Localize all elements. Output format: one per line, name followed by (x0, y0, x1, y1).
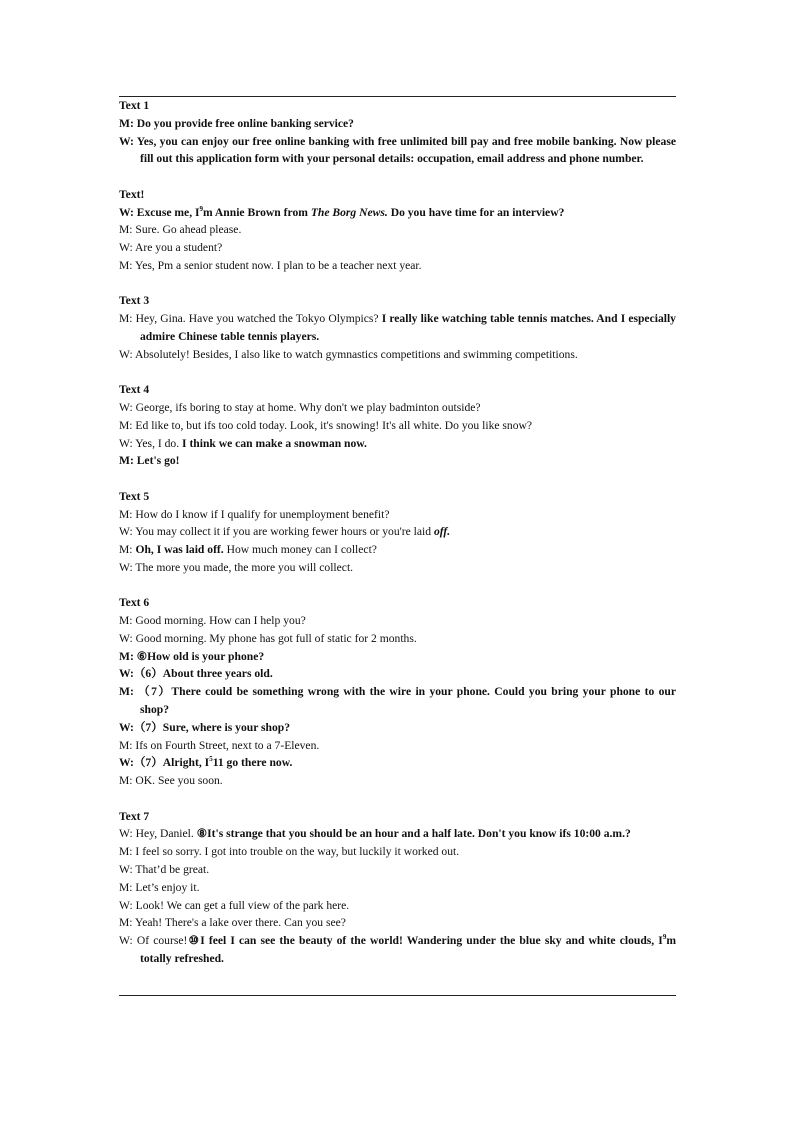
dialogue-section (119, 808, 676, 968)
text-run: M: Ifs on Fourth Street, next to a 7-Eleven. (119, 738, 320, 752)
dialogue-line (119, 737, 676, 755)
text-run: M: （7）There could be something wrong with the wire in your phone. Could you bring your phone to our shop? (119, 685, 676, 717)
text-run: M: I feel so sorry. I got into trouble on the way, but luckily it worked out. (119, 845, 460, 859)
text-run: M: Hey, Gina. Have you watched the Tokyo Olympics? (119, 312, 382, 326)
section-title: Text 6 (119, 596, 150, 610)
dialogue-line (119, 772, 676, 790)
text-run: W:（6）About three years old. (119, 667, 273, 681)
text-run: ⑩I feel I can see the beauty of the world! Wandering under the blue sky and white clouds, I (187, 934, 663, 948)
dialogue-line (119, 115, 676, 133)
section-title: Text 4 (119, 383, 150, 397)
text-run: W: Yes, you can enjoy our free online banking with free unlimited bill pay and free mobile banking. Now please fill out this application form with your personal details: occupation, email address and phone number. (119, 134, 676, 166)
text-run: m Annie Brown from (203, 205, 311, 219)
dialogue-line (119, 879, 676, 897)
document-body (119, 97, 676, 985)
text-run: W: Good morning. My phone has got full of static for 2 months. (119, 631, 417, 645)
text-run: W: You may collect it if you are working fewer hours or you're laid (119, 525, 434, 539)
text-run: The Borg News. (310, 205, 388, 219)
section-title: Text 1 (119, 99, 150, 112)
text-run: Oh, I was laid off. (135, 543, 224, 557)
text-run: M: (119, 543, 136, 557)
dialogue-line (119, 452, 676, 470)
dialogue-line (119, 825, 676, 843)
dialogue-line (119, 897, 676, 915)
text-run: W:（7）Sure, where is your shop? (119, 720, 291, 734)
text-run: I really like watching table tennis matches. And I especially admire Chinese table tennis players. (140, 312, 676, 343)
text-run: W: Excuse me, I (119, 205, 200, 219)
text-run: M: ⑥How old is your phone? (119, 649, 265, 663)
text-run: M: Good morning. How can I help you? (119, 614, 306, 628)
text-run: How much money can I collect? (223, 543, 377, 557)
text-run: Do you have time for an interview? (387, 205, 565, 219)
dialogue-section (119, 186, 676, 275)
dialogue-section (119, 594, 676, 790)
dialogue-line (119, 257, 676, 275)
dialogue-line (119, 399, 676, 417)
text-run: M: Yes, Pm a senior student now. I plan to be a teacher next year. (119, 258, 422, 272)
dialogue-section (119, 97, 676, 168)
superscript: 5 (209, 755, 213, 764)
text-run: M: Let’s enjoy it. (119, 880, 200, 894)
dialogue-line (119, 310, 676, 346)
text-run: M: Sure. Go ahead please. (119, 223, 242, 237)
text-run: off. (433, 525, 451, 539)
text-run: m totally refreshed. (140, 934, 676, 966)
text-run: W: Hey, Daniel. (119, 827, 197, 841)
text-run: W: Absolutely! Besides, I also like to watch gymnastics competitions and swimming competitions. (119, 347, 578, 361)
dialogue-line (119, 559, 676, 577)
dialogue-line (119, 719, 676, 737)
dialogue-line (119, 648, 676, 666)
dialogue-line (119, 683, 676, 719)
dialogue-line (119, 754, 676, 772)
text-run: M: Yeah! There's a lake over there. Can you see? (119, 916, 346, 930)
text-run: 11 go there now. (212, 756, 293, 770)
dialogue-line (119, 541, 676, 559)
text-run: W: Yes, I do. (119, 436, 183, 450)
section-title: Text! (119, 187, 145, 201)
dialogue-line (119, 133, 676, 169)
text-run: W: The more you made, the more you will collect. (119, 560, 354, 574)
dialogue-line (119, 506, 676, 524)
text-run: W: Are you a student? (119, 241, 223, 255)
text-run: W:（7）Alright, I (119, 756, 210, 770)
dialogue-line (119, 665, 676, 683)
text-run: M: Do you provide free online banking service? (119, 116, 354, 130)
dialogue-line (119, 630, 676, 648)
text-run: M: How do I know if I qualify for unemployment benefit? (119, 507, 390, 521)
superscript: 9 (199, 204, 204, 213)
dialogue-line (119, 435, 676, 453)
text-run: W: Look! We can get a full view of the park here. (119, 898, 350, 912)
dialogue-line (119, 221, 676, 239)
section-title: Text 7 (119, 809, 150, 823)
section-title: Text 5 (119, 489, 150, 503)
text-run: I think we can make a snowman now. (182, 436, 367, 450)
section-title: Text 3 (119, 294, 150, 308)
dialogue-line (119, 914, 676, 932)
dialogue-line (119, 612, 676, 630)
dialogue-line (119, 346, 676, 364)
dialogue-line (119, 861, 676, 879)
superscript: 9 (662, 933, 667, 942)
text-run: ⑧It's strange that you should be an hour and a half late. Don't you know ifs 10:00 a.m.? (196, 827, 631, 841)
dialogue-line (119, 843, 676, 861)
dialogue-line (119, 239, 676, 257)
text-run: M: OK. See you soon. (119, 774, 223, 788)
dialogue-section (119, 488, 676, 577)
dialogue-line (119, 204, 676, 222)
text-run: W: That’d be great. (119, 863, 210, 877)
dialogue-section (119, 292, 676, 363)
text-run: M: Ed like to, but ifs too cold today. Look, it's snowing! It's all white. Do you like snow? (119, 418, 533, 432)
text-run: W: George, ifs boring to stay at home. Why don't we play badminton outside? (119, 400, 481, 414)
dialogue-line (119, 417, 676, 435)
bottom-rule (119, 995, 676, 996)
text-run: W: Of course! (119, 934, 188, 948)
dialogue-line (119, 523, 676, 541)
text-run: M: Let's go! (119, 454, 180, 468)
dialogue-section (119, 381, 676, 470)
dialogue-line (119, 932, 676, 968)
